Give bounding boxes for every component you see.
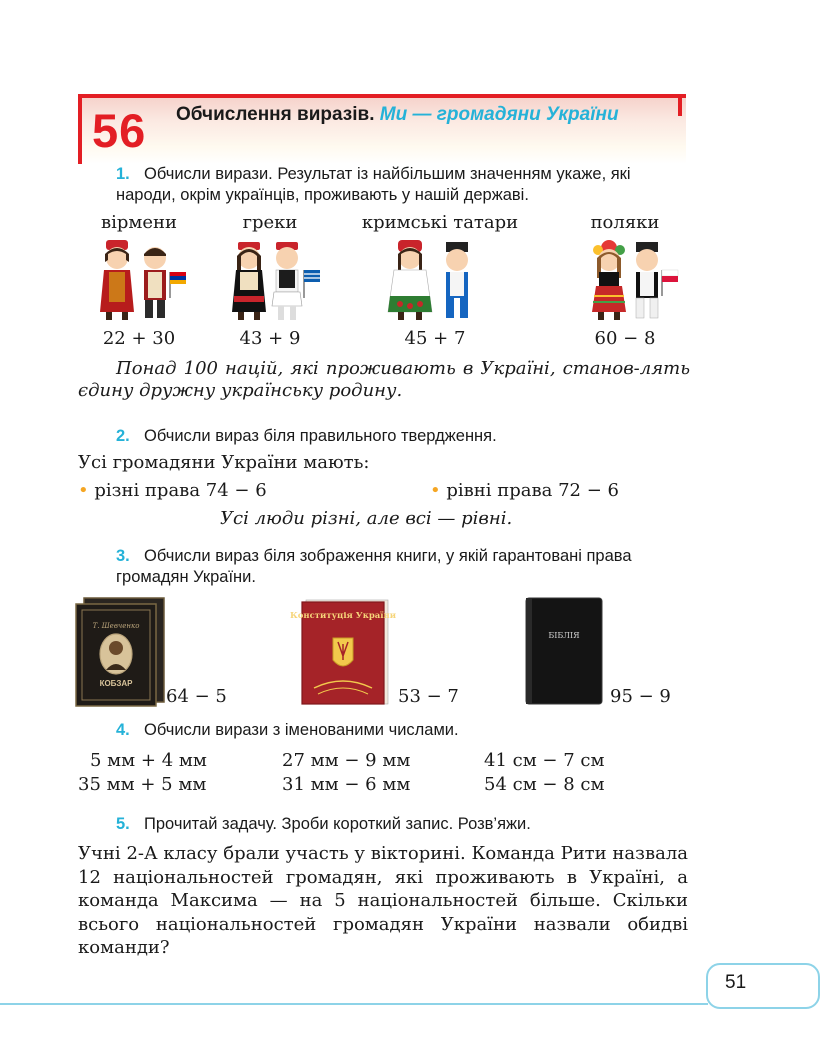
- kobzar-book-image: [74, 596, 166, 708]
- task-2-instruction: [116, 426, 690, 447]
- expression-kobzar: 64 − 5: [166, 686, 227, 707]
- group-label-poles: поляки: [590, 212, 660, 233]
- expression-constitution: 53 − 7: [398, 686, 459, 707]
- poles-illustration: [584, 236, 684, 322]
- greeks-illustration: [224, 236, 324, 322]
- svg-text:Т. Шевченко: Т. Шевченко: [92, 622, 140, 630]
- task-5-instruction: [116, 814, 690, 835]
- task-4-number: 4.: [116, 721, 130, 739]
- unit-expression: 27 мм − 9 мм: [282, 750, 411, 771]
- task-1-note: Понад 100 націй, які проживають в Україні, станов-лять єдину дружну українську родину.: [78, 358, 690, 401]
- unit-expression: 35 мм + 5 мм: [78, 774, 207, 795]
- task-1-number: 1.: [116, 165, 130, 183]
- footer-line: [0, 1003, 708, 1005]
- unit-expression: 54 см − 8 см: [484, 774, 605, 795]
- expression-crimean-tatars: 45 + 7: [404, 328, 466, 349]
- expression-armenians: 22 + 30: [102, 328, 176, 349]
- unit-expression: 31 мм − 6 мм: [282, 774, 411, 795]
- lesson-title: [176, 104, 646, 125]
- task-5-number: 5.: [116, 815, 130, 833]
- bible-cover-title: БІБЛІЯ: [548, 631, 580, 640]
- task-4-text: Обчисли вирази з іменованими числами.: [144, 721, 459, 739]
- task-3-text: Обчисли вираз біля зображення книги, у якій гарантовані права громадян України.: [116, 547, 632, 586]
- expression-greeks: 43 + 9: [239, 328, 301, 349]
- task-2-motto: Усі люди різні, але всі — рівні.: [220, 508, 513, 529]
- task-1-text: Обчисли вирази. Результат із найбільшим значенням укаже, які народи, окрім українців, проживають у нашій державі.: [116, 165, 631, 204]
- task-1-instruction: [116, 164, 690, 206]
- group-label-crimean-tatars: кримські татари: [361, 212, 519, 233]
- option-a-text: різні права 74 − 6: [94, 480, 267, 501]
- crimean-tatars-illustration: [384, 236, 494, 322]
- task-3-instruction: [116, 546, 690, 588]
- header-border-right: [678, 94, 682, 116]
- expression-poles: 60 − 8: [594, 328, 656, 349]
- task-2-number: 2.: [116, 427, 130, 445]
- task-2-lead: Усі громадяни України мають:: [78, 452, 370, 473]
- option-equal-rights: [430, 480, 619, 502]
- expression-bible: 95 − 9: [610, 686, 671, 707]
- unit-expression: 41 см − 7 см: [484, 750, 605, 771]
- armenians-illustration: [92, 236, 192, 322]
- task-4-instruction: [116, 720, 690, 741]
- task-5-text: Прочитай задачу. Зроби короткий запис. Розв’яжи.: [144, 815, 531, 833]
- group-label-armenians: вірмени: [100, 212, 178, 233]
- lesson-number: 56: [92, 104, 147, 157]
- unit-expression: 5 мм + 4 мм: [90, 750, 207, 771]
- page-number-box: [706, 963, 820, 1009]
- task-3-number: 3.: [116, 547, 130, 565]
- title-text: Обчислення виразів.: [176, 104, 375, 125]
- constitution-cover-title: Конституція України: [289, 611, 397, 621]
- page-number: 51: [725, 972, 747, 993]
- group-label-greeks: греки: [242, 212, 298, 233]
- option-different-rights: [78, 480, 267, 502]
- task-5-problem: Учні 2-А класу брали участь у вікторині. Команда Рити назвала 12 національностей громадян, які проживають в Україні, а команда Максима — на 5 національностей більше. Скільки всього національностей громадян України назвали обидві команди?: [78, 843, 688, 958]
- bullet-icon: •: [430, 480, 441, 501]
- option-b-text: рівні права 72 − 6: [446, 480, 619, 501]
- topic-text: Ми — громадяни України: [379, 104, 619, 125]
- constitution-book-image: [289, 598, 397, 706]
- bullet-icon: •: [78, 480, 89, 501]
- task-2-text: Обчисли вираз біля правильного твердження.: [144, 427, 497, 445]
- bible-book-image: [524, 596, 604, 706]
- kobzar-cover-title: КОБЗАР: [99, 679, 133, 688]
